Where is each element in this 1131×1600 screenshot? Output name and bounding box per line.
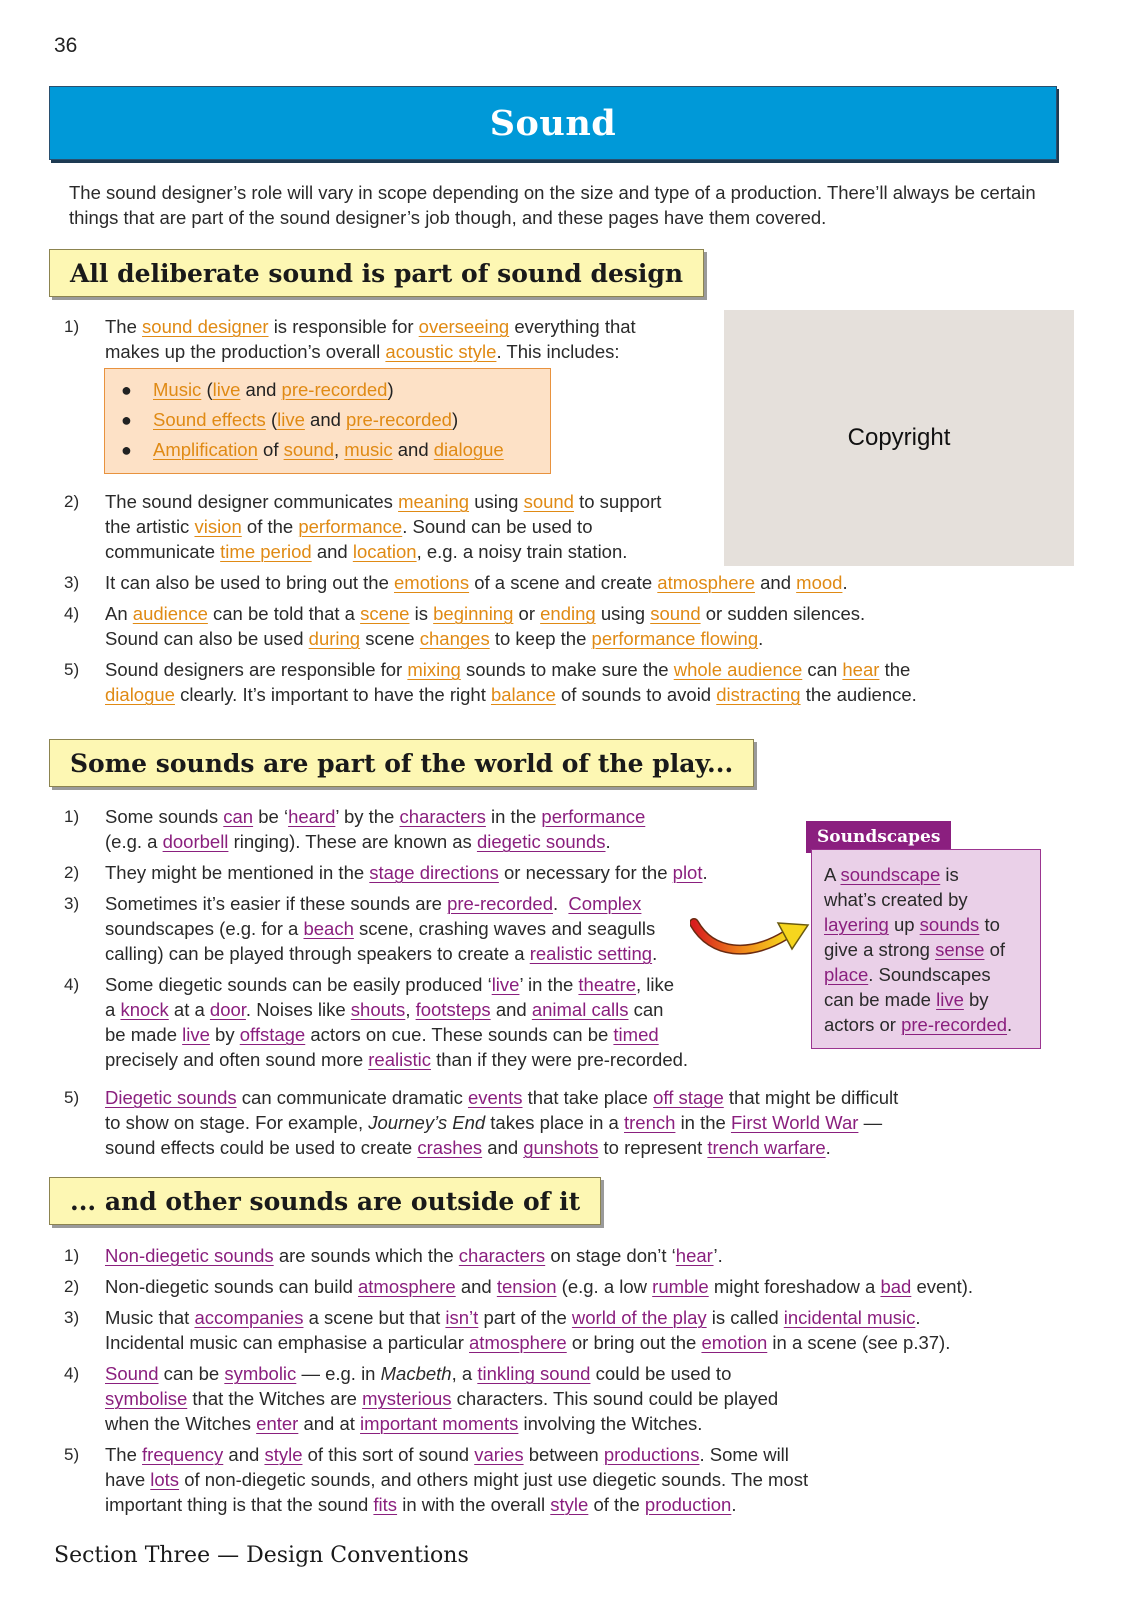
keyword: First World War (730, 1112, 859, 1133)
text: or bring out the (571, 1332, 697, 1353)
list-item (64, 1442, 1074, 1517)
item-number: 1) (64, 317, 80, 336)
keyword: atmosphere (657, 572, 755, 593)
keyword: performance (298, 516, 403, 537)
keyword: live (277, 409, 305, 430)
text: . Noises like (245, 999, 346, 1020)
keyword: live (936, 989, 964, 1010)
keyword: accompanies (194, 1307, 304, 1328)
item-number: 4) (64, 975, 80, 994)
keyword: animal calls (531, 999, 629, 1020)
includes-box (104, 368, 551, 474)
keyword: pre-recorded (901, 1014, 1008, 1035)
keyword: Music (153, 379, 202, 400)
text: . (825, 1137, 831, 1158)
keyword: Sound (105, 1363, 159, 1384)
text: scene (365, 628, 415, 649)
text: ’. (713, 1245, 723, 1266)
keyword: footsteps (415, 999, 491, 1020)
keyword: plot (672, 862, 703, 883)
keyword: Non-diegetic sounds (105, 1245, 274, 1266)
text: ringing). These are known as (233, 831, 472, 852)
section-heading-text: All deliberate sound is part of sound design (70, 258, 684, 288)
keyword: incidental music (783, 1307, 916, 1328)
keyword: productions (603, 1444, 700, 1465)
keyword: sound (523, 491, 574, 512)
text: . (553, 893, 559, 914)
text: , like (636, 974, 675, 995)
text: . (842, 572, 848, 593)
text: communicate (105, 541, 216, 562)
keyword: trench (624, 1112, 676, 1133)
keyword: atmosphere (358, 1276, 456, 1297)
text: Sometimes it’s easier if these sounds are (105, 893, 442, 914)
text: Sound designers are responsible for (105, 659, 403, 680)
keyword: crashes (417, 1137, 483, 1158)
text: sound effects could be used to create (105, 1137, 413, 1158)
keyword: knock (120, 999, 169, 1020)
text: soundscapes (e.g. for a (105, 918, 299, 939)
keyword: lots (150, 1469, 180, 1490)
keyword: realistic setting (529, 943, 653, 964)
text: of the (246, 516, 294, 537)
text: . (915, 1307, 921, 1328)
bullet-item: ● Sound effects (live and pre-recorded) (115, 405, 550, 435)
keyword: dialogue (433, 439, 504, 460)
text: and (228, 1444, 260, 1465)
keyword: music (344, 439, 393, 460)
item-number: 3) (64, 894, 80, 913)
text: in the (491, 806, 537, 827)
text: the (884, 659, 911, 680)
keyword: tension (496, 1276, 557, 1297)
keyword: doorbell (162, 831, 229, 852)
bullet-item: ● Amplification of sound, music and dialogue (115, 435, 550, 465)
bullet-item: ● Music (live and pre-recorded) (115, 375, 550, 405)
text: can communicate dramatic (241, 1087, 463, 1108)
text: makes up the production’s overall (105, 341, 381, 362)
text: part of the (483, 1307, 567, 1328)
text: when the Witches (105, 1413, 252, 1434)
text: or necessary for the (504, 862, 668, 883)
item-number: 4) (64, 1364, 80, 1383)
section-heading-text: Some sounds are part of the world of the play... (70, 748, 734, 778)
text: ’ by the (335, 806, 395, 827)
text: and at (303, 1413, 355, 1434)
text: can be (163, 1363, 220, 1384)
keyword: important moments (360, 1413, 519, 1434)
text: in with the overall (402, 1494, 546, 1515)
bullet-icon: ● (121, 440, 132, 460)
text: . (702, 862, 708, 883)
text: everything that (514, 316, 636, 337)
keyword: symbolise (105, 1388, 188, 1409)
text: . This includes: (496, 341, 620, 362)
text: , (405, 999, 411, 1020)
text: (e.g. a (105, 831, 158, 852)
text: of this sort of sound (307, 1444, 470, 1465)
item-number: 2) (64, 492, 80, 511)
text: to keep the (494, 628, 587, 649)
keyword: place (824, 964, 869, 985)
item-number: 4) (64, 604, 80, 623)
section-heading-non-diegetic (49, 1177, 601, 1225)
text: that might be difficult (728, 1087, 899, 1108)
keyword: hear (842, 659, 880, 680)
keyword: acoustic style (385, 341, 497, 362)
section-heading-diegetic (49, 739, 754, 787)
item-number: 3) (64, 573, 80, 592)
keyword: stage directions (369, 862, 499, 883)
text: It can also be used to bring out the (105, 572, 389, 593)
text: . (605, 831, 611, 852)
text: Non-diegetic sounds can build (105, 1276, 353, 1297)
text: actors on cue. These sounds can be (310, 1024, 609, 1045)
text: . (758, 628, 764, 649)
section-heading-text: ... and other sounds are outside of it (70, 1186, 581, 1216)
text: of the (593, 1494, 640, 1515)
keyword: layering (824, 914, 889, 935)
keyword: offstage (239, 1024, 306, 1045)
text: can (633, 999, 664, 1020)
keyword: whole audience (673, 659, 803, 680)
text: Incidental music can emphasise a particular (105, 1332, 464, 1353)
keyword: trench warfare (707, 1137, 826, 1158)
text: A (824, 864, 836, 885)
keyword: time period (220, 541, 312, 562)
play-title: Macbeth (380, 1363, 452, 1384)
page-number: 36 (54, 34, 78, 57)
text: and (760, 572, 792, 593)
list-item (64, 1305, 1074, 1355)
callout-arrow-icon (690, 915, 820, 975)
text: a (105, 999, 116, 1020)
list-item (64, 489, 1064, 564)
intro-paragraph: The sound designer’s role will vary in scope depending on the size and type of a production. There’ll always be certain things that are part of the sound designer’s job though, and these pages have them covered. (69, 182, 1036, 228)
keyword: performance (541, 806, 646, 827)
list-item (64, 1274, 1074, 1299)
keyword: symbolic (224, 1363, 297, 1384)
list-item (64, 804, 784, 854)
text: , a (451, 1363, 473, 1384)
text: clearly. It’s important to have the right (180, 684, 486, 705)
text: and (316, 541, 348, 562)
keyword: door (209, 999, 246, 1020)
text: scene, crashing waves and seagulls (359, 918, 656, 939)
text: Sound can also be used (105, 628, 304, 649)
list-item (64, 314, 724, 364)
keyword: during (308, 628, 361, 649)
keyword: events (467, 1087, 523, 1108)
text: could be used to (595, 1363, 732, 1384)
text: of sounds to avoid (560, 684, 712, 705)
text: that take place (527, 1087, 648, 1108)
text: Some sounds (105, 806, 219, 827)
text: have (105, 1469, 146, 1490)
text: . (1007, 1014, 1013, 1035)
list-item (64, 1361, 1074, 1436)
keyword: beach (303, 918, 354, 939)
text: Some diegetic sounds can be easily produced ‘ (105, 974, 492, 995)
keyword: scene (360, 603, 410, 624)
text: is responsible for (273, 316, 414, 337)
item-number: 5) (64, 660, 80, 679)
text: to (984, 914, 1000, 935)
text: event). (916, 1276, 974, 1297)
keyword: mixing (407, 659, 461, 680)
text: a scene but that (308, 1307, 441, 1328)
keyword: world of the play (571, 1307, 707, 1328)
text: They might be mentioned in the (105, 862, 365, 883)
keyword: diegetic sounds (476, 831, 606, 852)
text: give a strong (824, 939, 930, 960)
text: . Soundscapes (868, 964, 991, 985)
text: — (863, 1112, 883, 1133)
keyword: off stage (653, 1087, 724, 1108)
text: . Sound can be used to (402, 516, 593, 537)
text: and (495, 999, 527, 1020)
text: sounds to make sure the (465, 659, 669, 680)
text: by (969, 989, 989, 1010)
bullet-icon: ● (121, 380, 132, 400)
list-diegetic (64, 804, 784, 1078)
item-number: 1) (64, 807, 80, 826)
text: the audience. (805, 684, 917, 705)
item-number: 1) (64, 1246, 80, 1265)
title-banner (49, 86, 1057, 160)
text: the artistic (105, 516, 190, 537)
keyword: dialogue (105, 684, 175, 705)
text: using (474, 491, 519, 512)
page-title: Sound (489, 102, 617, 144)
text: important thing is that the sound (105, 1494, 369, 1515)
keyword: distracting (716, 684, 801, 705)
play-title: Journey’s End (368, 1112, 486, 1133)
keyword: style (550, 1494, 589, 1515)
text: and (460, 1276, 492, 1297)
keyword: emotion (701, 1332, 768, 1353)
text: to show on stage. For example, (105, 1112, 364, 1133)
text: involving the Witches. (523, 1413, 703, 1434)
text: up (893, 914, 915, 935)
text: , e.g. a noisy train station. (416, 541, 628, 562)
keyword: pre-recorded (346, 409, 452, 430)
text: . Some will (699, 1444, 789, 1465)
text: be ‘ (258, 806, 289, 827)
keyword: sound (283, 439, 335, 460)
keyword: vision (194, 516, 242, 537)
footer-section-title: Section Three — Design Conventions (54, 1543, 469, 1568)
list-item (64, 972, 784, 1072)
text: The (105, 316, 137, 337)
text: The (105, 1444, 137, 1465)
keyword: mysterious (362, 1388, 452, 1409)
text: might foreshadow a (713, 1276, 876, 1297)
text: The sound designer communicates (105, 491, 393, 512)
keyword: overseeing (418, 316, 510, 337)
text: in a scene (see p.37). (772, 1332, 951, 1353)
text: can be made (824, 989, 931, 1010)
keyword: Sound effects (153, 409, 266, 430)
keyword: Diegetic sounds (105, 1087, 237, 1108)
text: are sounds which the (278, 1245, 454, 1266)
keyword: sounds (919, 914, 980, 935)
keyword: meaning (398, 491, 470, 512)
keyword: balance (490, 684, 556, 705)
keyword: Complex (568, 893, 642, 914)
keyword: characters (458, 1245, 546, 1266)
keyword: enter (256, 1413, 299, 1434)
copyright-text: Copyright (847, 424, 951, 451)
text: and (487, 1137, 519, 1158)
keyword: mood (796, 572, 843, 593)
list-item (64, 860, 784, 885)
list-item (64, 891, 784, 966)
keyword: heard (288, 806, 336, 827)
item-number: 2) (64, 1277, 80, 1296)
list-item (64, 1085, 1064, 1160)
text: is (414, 603, 428, 624)
section-heading-sound-design (49, 249, 704, 297)
keyword: emotions (394, 572, 470, 593)
keyword: bad (880, 1276, 912, 1297)
text: can (807, 659, 838, 680)
keyword: sense (935, 939, 985, 960)
keyword: tinkling sound (477, 1363, 591, 1384)
keyword: pre-recorded (447, 893, 553, 914)
text: by (215, 1024, 235, 1045)
text: . (652, 943, 658, 964)
keyword: shouts (350, 999, 406, 1020)
text: that the Witches are (192, 1388, 357, 1409)
text: be made (105, 1024, 177, 1045)
keyword: performance flowing (591, 628, 759, 649)
keyword: live (182, 1024, 210, 1045)
keyword: changes (419, 628, 490, 649)
keyword: isn’t (445, 1307, 479, 1328)
list-sound-design-cont (64, 489, 1064, 713)
soundscapes-callout (811, 849, 1041, 1049)
item-number: 3) (64, 1308, 80, 1327)
keyword: rumble (652, 1276, 709, 1297)
text: (e.g. a low (561, 1276, 648, 1297)
text: or (518, 603, 535, 624)
text: takes place in a (490, 1112, 619, 1133)
keyword: style (264, 1444, 303, 1465)
text: to support (579, 491, 662, 512)
keyword: gunshots (523, 1137, 599, 1158)
keyword: realistic (368, 1049, 431, 1070)
keyword: ending (540, 603, 596, 624)
text: is (945, 864, 959, 885)
keyword: fits (373, 1494, 398, 1515)
text: or sudden silences. (705, 603, 866, 624)
list-item (64, 570, 1064, 595)
list-item (64, 657, 1064, 707)
text: can be told that a (213, 603, 355, 624)
list-sound-design (64, 314, 724, 370)
list-diegetic-cont (64, 1085, 1064, 1166)
keyword: theatre (578, 974, 637, 995)
text: in the (680, 1112, 726, 1133)
keyword: hear (675, 1245, 714, 1266)
text: ’ in the (519, 974, 574, 995)
text: what’s created by (824, 889, 968, 910)
text: of a scene and create (474, 572, 653, 593)
text: to represent (603, 1137, 703, 1158)
list-item (64, 601, 1064, 651)
keyword: soundscape (840, 864, 941, 885)
keyword: pre-recorded (281, 379, 388, 400)
keyword: characters (399, 806, 486, 827)
keyword: varies (474, 1444, 524, 1465)
text: Music that (105, 1307, 190, 1328)
keyword: atmosphere (469, 1332, 567, 1353)
text: on stage don’t ‘ (550, 1245, 676, 1266)
text: precisely and often sound more (105, 1049, 364, 1070)
keyword: sound (650, 603, 701, 624)
text: using (600, 603, 646, 624)
keyword: live (491, 974, 520, 995)
text: of non-diegetic sounds, and others might just use diegetic sounds. The most (184, 1469, 809, 1490)
text: at a (173, 999, 205, 1020)
keyword: audience (132, 603, 208, 624)
text: actors or (824, 1014, 896, 1035)
item-number: 5) (64, 1088, 80, 1107)
keyword: can (223, 806, 254, 827)
text: between (528, 1444, 599, 1465)
text: — e.g. in (301, 1363, 376, 1384)
item-number: 2) (64, 863, 80, 882)
keyword: production (644, 1494, 732, 1515)
keyword: frequency (142, 1444, 224, 1465)
text: than if they were pre-recorded. (436, 1049, 689, 1070)
list-non-diegetic (64, 1243, 1074, 1523)
keyword: location (352, 541, 417, 562)
text: calling) can be played through speakers to create a (105, 943, 525, 964)
keyword: live (212, 379, 241, 400)
text: An (105, 603, 128, 624)
text: is called (711, 1307, 779, 1328)
text: of (989, 939, 1006, 960)
soundscapes-label: Soundscapes (806, 821, 951, 853)
keyword: sound designer (142, 316, 269, 337)
item-number: 5) (64, 1445, 80, 1464)
keyword: Amplification (153, 439, 258, 460)
list-item (64, 1243, 1074, 1268)
keyword: timed (613, 1024, 659, 1045)
text: characters. This sound could be played (456, 1388, 779, 1409)
bullet-icon: ● (121, 410, 132, 430)
text: . (731, 1494, 737, 1515)
keyword: beginning (433, 603, 514, 624)
